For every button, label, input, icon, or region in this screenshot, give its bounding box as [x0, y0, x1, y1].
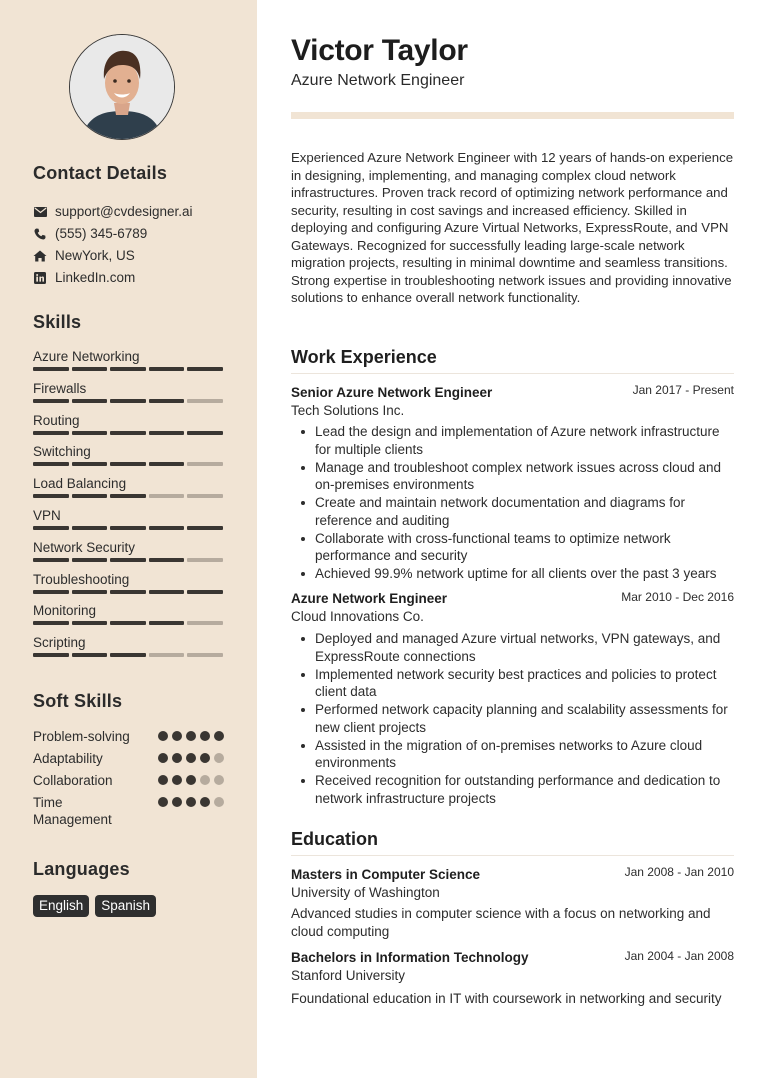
skill-level-segment	[110, 653, 146, 657]
skill-level-segment	[187, 367, 223, 371]
soft-skill-name: Adaptability	[33, 751, 103, 766]
skill-level-bar	[33, 399, 223, 403]
sidebar	[0, 0, 257, 1078]
skill-level-segment	[149, 653, 185, 657]
soft-skill-name: Problem-solving	[33, 729, 130, 744]
rating-dot	[214, 775, 224, 785]
skill-name: Monitoring	[33, 603, 97, 619]
skill-level-bar	[33, 558, 223, 562]
skill-level-segment	[149, 621, 185, 625]
skill-name: Troubleshooting	[33, 571, 130, 587]
skill-level-segment	[72, 399, 108, 403]
contact-linkedin-text: LinkedIn.com	[55, 270, 136, 285]
bullet-item: Assisted in the migration of on-premises networks to Azure cloud environments	[315, 737, 734, 772]
soft-skill-name: Collaboration	[33, 773, 113, 788]
skill-level-segment	[33, 526, 69, 530]
bullet-item: Implemented network security best practices and policies to protect client data	[315, 666, 734, 701]
skill-name: Routing	[33, 412, 80, 428]
skill-level-segment	[110, 462, 146, 466]
skill-row	[33, 444, 223, 460]
skill-level-segment	[149, 494, 185, 498]
skill-level-segment	[187, 526, 223, 530]
candidate-name: Victor Taylor	[291, 34, 468, 67]
soft-skill-row	[33, 728, 228, 745]
skill-level-segment	[110, 621, 146, 625]
skill-level-segment	[110, 399, 146, 403]
skill-name: Azure Networking	[33, 349, 140, 364]
contact-location-text: NewYork, US	[55, 248, 135, 263]
phone-icon	[33, 227, 47, 241]
contact-phone[interactable]	[33, 226, 147, 241]
skill-row	[33, 413, 223, 429]
skill-level-bar	[33, 653, 223, 657]
soft-skill-name: Time Management	[33, 795, 112, 827]
soft-skills-heading: Soft Skills	[33, 691, 123, 711]
bullet-item: Performed network capacity planning and scalability assessments for new client projects	[315, 701, 734, 736]
degree-title: Masters in Computer Science	[291, 867, 481, 882]
skills-heading: Skills	[33, 312, 82, 332]
job-bullets	[291, 630, 734, 808]
skill-level-segment	[187, 590, 223, 594]
home-icon	[33, 249, 47, 263]
degree-dates: Jan 2008 - Jan 2010	[624, 865, 734, 879]
skill-level-segment	[33, 653, 69, 657]
skill-level-segment	[72, 653, 108, 657]
skill-level-segment	[33, 462, 69, 466]
soft-skill-rating	[158, 797, 224, 807]
rating-dot	[158, 775, 168, 785]
skill-level-segment	[33, 431, 69, 435]
profile-photo	[69, 34, 175, 140]
job-bullets	[291, 423, 734, 583]
linkedin-icon	[33, 271, 47, 285]
job-company: Tech Solutions Inc.	[291, 403, 405, 418]
skill-name: Scripting	[33, 635, 86, 651]
contact-location	[33, 248, 135, 263]
skill-level-segment	[149, 526, 185, 530]
skill-level-segment	[33, 621, 69, 625]
skill-level-bar	[33, 590, 223, 594]
section-divider	[291, 373, 734, 374]
soft-skill-row	[33, 750, 228, 767]
skill-level-segment	[187, 494, 223, 498]
contact-email-text: support@cvdesigner.ai	[55, 204, 193, 219]
bullet-item: Manage and troubleshoot complex network issues across cloud and on-premises environments	[315, 459, 734, 494]
skill-name: Load Balancing	[33, 476, 127, 492]
skill-level-bar	[33, 367, 223, 371]
job-title: Senior Azure Network Engineer	[291, 385, 493, 400]
skill-level-segment	[110, 431, 146, 435]
skill-row	[33, 603, 223, 619]
rating-dot	[186, 797, 196, 807]
bullet-item: Collaborate with cross-functional teams to optimize network performance and security	[315, 530, 734, 565]
skill-level-segment	[33, 367, 69, 371]
rating-dot	[200, 797, 210, 807]
languages-heading: Languages	[33, 859, 130, 879]
skill-level-bar	[33, 494, 223, 498]
job-dates: Jan 2017 - Present	[632, 383, 734, 397]
bullet-item: Create and maintain network documentation and diagrams for reference and auditing	[315, 494, 734, 529]
skill-level-segment	[72, 526, 108, 530]
skill-row	[33, 508, 223, 524]
skill-level-segment	[187, 431, 223, 435]
bullet-item: Received recognition for outstanding performance and dedication to network infrastructure projects	[315, 772, 734, 807]
soft-skill-row	[33, 794, 228, 828]
soft-skill-rating	[158, 775, 224, 785]
contact-heading: Contact Details	[33, 163, 168, 183]
section-divider	[291, 855, 734, 856]
skill-level-segment	[110, 526, 146, 530]
candidate-title: Azure Network Engineer	[291, 72, 465, 89]
school-name: Stanford University	[291, 968, 406, 983]
language-chip: Spanish	[95, 895, 156, 917]
rating-dot	[214, 753, 224, 763]
skill-level-segment	[72, 494, 108, 498]
experience-heading: Work Experience	[291, 347, 437, 367]
skill-level-bar	[33, 431, 223, 435]
skill-level-segment	[33, 399, 69, 403]
skill-level-segment	[187, 558, 223, 562]
soft-skill-rating	[158, 731, 224, 741]
rating-dot	[200, 775, 210, 785]
degree-dates: Jan 2004 - Jan 2008	[624, 949, 734, 963]
skill-level-segment	[33, 558, 69, 562]
skill-level-segment	[149, 367, 185, 371]
skill-level-segment	[149, 558, 185, 562]
skill-level-segment	[110, 558, 146, 562]
skill-level-segment	[72, 462, 108, 466]
rating-dot	[200, 731, 210, 741]
skill-row	[33, 572, 223, 588]
rating-dot	[172, 775, 182, 785]
soft-skill-row	[33, 772, 228, 789]
skill-level-segment	[72, 558, 108, 562]
skill-level-segment	[149, 462, 185, 466]
education-heading: Education	[291, 829, 379, 849]
school-name: University of Washington	[291, 885, 440, 900]
skill-level-segment	[72, 367, 108, 371]
skill-level-segment	[72, 590, 108, 594]
skill-level-segment	[33, 590, 69, 594]
rating-dot	[186, 753, 196, 763]
rating-dot	[172, 797, 182, 807]
rating-dot	[186, 775, 196, 785]
degree-title: Bachelors in Information Technology	[291, 950, 529, 965]
skill-row	[33, 635, 223, 651]
job-dates: Mar 2010 - Dec 2016	[621, 590, 734, 604]
skill-level-bar	[33, 462, 223, 466]
rating-dot	[200, 753, 210, 763]
bullet-item: Deployed and managed Azure virtual networks, VPN gateways, and ExpressRoute connections	[315, 630, 734, 665]
skill-level-segment	[149, 431, 185, 435]
soft-skill-rating	[158, 753, 224, 763]
rating-dot	[186, 731, 196, 741]
degree-description: Foundational education in IT with coursework in networking and security	[291, 991, 722, 1006]
degree-description: Advanced studies in computer science with a focus on networking and cloud computing	[291, 906, 711, 939]
skill-level-bar	[33, 526, 223, 530]
header-accent-bar	[291, 112, 734, 119]
bullet-item: Lead the design and implementation of Azure network infrastructure for multiple clients	[315, 423, 734, 458]
skill-level-segment	[187, 621, 223, 625]
profile-summary: Experienced Azure Network Engineer with 12 years of hands-on experience in designing, implementing, and managing complex cloud network infrastructures. Proven track record of optimizing network performance and security, resulting in cost savings and increased efficiency. Skilled in deploying and configuring Azure Virtual Networks, ExpressRoute, and VPN Gateways. Recognized for successfully leading large-scale network migration projects, resulting in minimal downtime and seamless transitions. Strong expertise in troubleshooting network issues and providing innovative solutions to enhance overall network functionality.	[291, 150, 734, 305]
skill-level-segment	[149, 399, 185, 403]
rating-dot	[214, 797, 224, 807]
rating-dot	[158, 753, 168, 763]
skill-name: Switching	[33, 444, 91, 460]
skill-name: Firewalls	[33, 380, 87, 396]
skill-row	[33, 540, 223, 556]
language-list	[33, 895, 156, 917]
skill-name: VPN	[33, 508, 61, 523]
skill-level-segment	[110, 494, 146, 498]
bullet-item: Achieved 99.9% network uptime for all clients over the past 3 years	[315, 565, 734, 583]
skill-row	[33, 381, 223, 397]
skill-level-segment	[187, 462, 223, 466]
contact-email[interactable]	[33, 204, 193, 219]
rating-dot	[172, 753, 182, 763]
envelope-icon	[33, 205, 47, 219]
rating-dot	[172, 731, 182, 741]
skill-level-segment	[110, 367, 146, 371]
rating-dot	[158, 731, 168, 741]
job-company: Cloud Innovations Co.	[291, 609, 424, 624]
contact-phone-text: (555) 345-6789	[55, 226, 148, 241]
skill-level-segment	[187, 399, 223, 403]
skill-level-segment	[72, 621, 108, 625]
skill-name: Network Security	[33, 539, 136, 555]
skill-level-segment	[33, 494, 69, 498]
skill-level-segment	[187, 653, 223, 657]
job-title: Azure Network Engineer	[291, 591, 448, 606]
skill-level-segment	[149, 590, 185, 594]
skill-level-segment	[110, 590, 146, 594]
rating-dot	[214, 731, 224, 741]
contact-linkedin[interactable]	[33, 270, 135, 285]
skill-row	[33, 349, 223, 365]
language-chip: English	[33, 895, 89, 917]
skill-level-segment	[72, 431, 108, 435]
skill-level-bar	[33, 621, 223, 625]
rating-dot	[158, 797, 168, 807]
skill-row	[33, 476, 223, 492]
